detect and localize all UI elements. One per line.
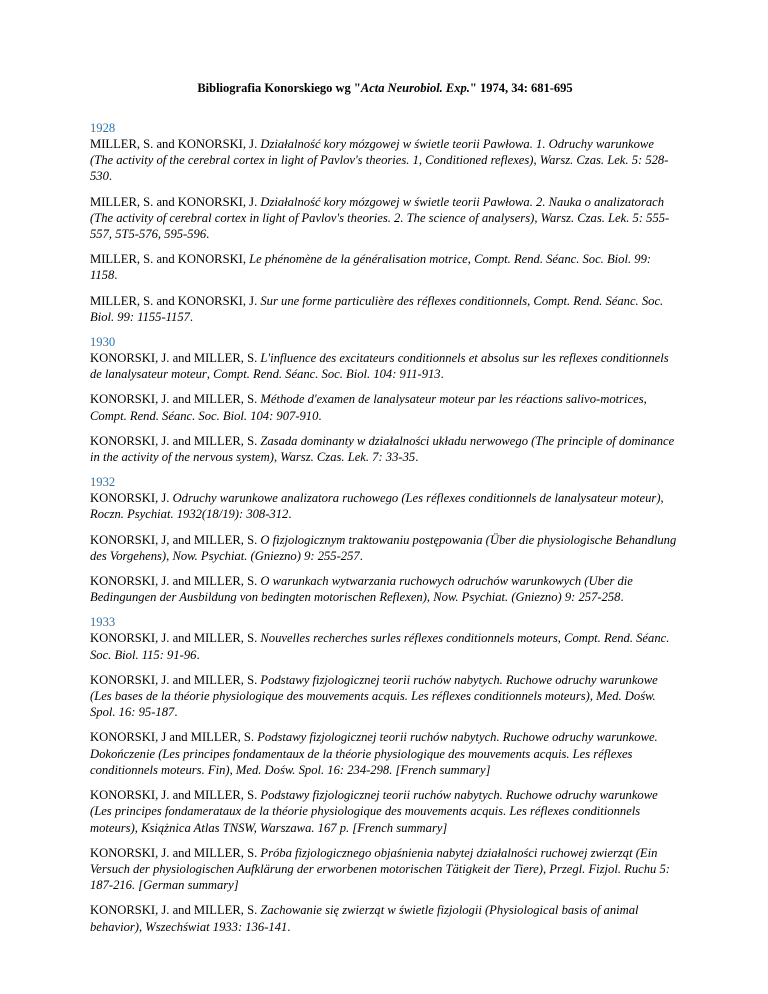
entry-title: Sur une forme particulière des réflexes conditionnels (260, 293, 528, 308)
entry-authors: KONORSKI, J. and MILLER, S. (90, 351, 261, 366)
entry-source: Med. Dośw. Spol. 16: 234-298. [French summary] (235, 762, 491, 777)
bibliography-entry: KONORSKI, J. and MILLER, S. Próba fizjologicznego objaśnienia nabytej działalności ruchowej zwierząt (Ein Versuch der physiologischen Aufklärung der erworbenen motorischen Tätigkeit der Tiere), Przegl. Fizjol. Ruchu 5: 187-216. [German summary] (90, 845, 670, 893)
entry-authors: KONORSKI, J. and MILLER, S. (90, 574, 261, 589)
bibliography-entry: MILLER, S. and KONORSKI, J. Działalność kory mózgowej w świetle teorii Pawłowa. 1. Odruchy warunkowe (The activity of the cerebral cortex in light of Pavlov's theories. 1, Conditioned reflexes), Warsz. Czas. Lek. 5: 528-530. (90, 137, 669, 184)
entry-title: Podstawy fizjologicznej teorii ruchów nabytych. Ruchowe odruchy warunkowe (Les principes fondamerataux de la théorie physiologique des mouvements acquis. Les réflexes conditionnels moteurs) (90, 788, 658, 835)
year-heading: 1933 (90, 615, 116, 630)
entry-title: Nouvelles recherches surles réflexes conditionnels moteurs (260, 631, 558, 646)
entry-source: Compt. Rend. Séanc. Soc. Biol. 104: 911-913 (213, 367, 441, 382)
bibliography-entry: KONORSKI, J. and MILLER, S. Zasada dominanty w działalności układu nerwowego (The principle of dominance in the activity of the nervous system), Warsz. Czas. Lek. 7: 33-35. (90, 433, 675, 465)
bibliography-entry: KONORSKI, J. and MILLER, S. O warunkach wytwarzania ruchowych odruchów warunkowych (Uber die Bedingungen der Ausbildung von bedingten motorischen Reflexen), Now. Psychiat. (Gniezno) 9: 257-258. (90, 574, 633, 605)
entry-authors: KONORSKI, J and MILLER, S. (90, 730, 258, 745)
entry-authors: KONORSKI, J. and MILLER, S. (90, 672, 261, 687)
entry-source: Warsz. Czas. Lek. 7: 33-35 (280, 450, 416, 465)
year-group (90, 334, 680, 465)
entry-source: Compt. Rend. Séanc. Soc. Biol. 104: 907-910 (90, 408, 319, 423)
entry-title: O fizjologicznym traktowaniu postępowania (Über die physiologische Behandlung des Vorgehens) (90, 532, 677, 563)
year-group (90, 614, 680, 934)
title-suffix: " 1974, 34: 681-695 (469, 81, 573, 95)
entry-title: Le phénomène de la généralisation motrice (249, 252, 468, 267)
entry-end: . (440, 367, 444, 382)
entry-title: Méthode d'examen de lanalysateur moteur par les réactions salivo-motrices (260, 392, 644, 407)
entry-title: Podstawy fizjologicznej teorii ruchów nabytych. Ruchowe odruchy warunkowe (Les bases de la théorie physiologique des mouvements acquis. Les réflexes conditionnels moteurs) (90, 672, 658, 704)
entry-source: Med. Dośw. Spol. 16: 95-187 (90, 689, 656, 720)
year-group (90, 474, 680, 605)
entry-authors: KONORSKI, J. (90, 491, 173, 506)
entry-source: Książnica Atlas TNSW, Warszawa. 167 p. [French summary] (141, 820, 448, 835)
entry-title: Zasada dominanty w działalności układu nerwowego (The principle of dominance in the activity of the nervous system) (90, 433, 675, 465)
entry-authors: MILLER, S. and KONORSKI, J. (90, 137, 261, 151)
entry-title: Podstawy fizjologicznej teorii ruchów nabytych. Ruchowe odruchy warunkowe. Dokończenie (Les principes fondamentaux de la théorie physiologique des mouvements acquis. Les réflexes conditionnels moteurs. Fin) (90, 730, 658, 777)
bibliography-entry: KONORSKI, J and MILLER, S. Podstawy fizjologicznej teorii ruchów nabytych. Ruchowe odruchy warunkowe. Dokończenie (Les principes fondamentaux de la théorie physiologique des mouvements acquis. Les réflexes conditionnels moteurs. Fin), Med. Dośw. Spol. 16: 234-298. [French summary] (90, 730, 658, 777)
entry-title: Działalność kory mózgowej w świetle teorii Pawłowa. 2. Nauka o analizatorach (The activity of cerebral cortex in light of Pavlov's theories. 2. The science of analysers) (90, 194, 665, 225)
entry-end: . (620, 590, 624, 605)
bibliography-entry: KONORSKI, J. and MILLER, S. Podstawy fizjologicznej teorii ruchów nabytych. Ruchowe odruchy warunkowe (Les bases de la théorie physiologique des mouvements acquis. Les réflexes conditionnels moteurs), Med. Dośw. Spol. 16: 95-187. (90, 672, 658, 720)
bibliography-entry: MILLER, S. and KONORSKI, J. Działalność kory mózgowej w świetle teorii Pawłowa. 2. Nauka o analizatorach (The activity of cerebral cortex in light of Pavlov's theories. 2. The science of analysers), Warsz. Czas. Lek. 5: 555-557, 5T5-576, 595-596. (90, 194, 670, 242)
entry-end: . (288, 507, 292, 522)
entry-end: . (206, 227, 210, 242)
entry-authors: MILLER, S. and KONORSKI, J. (90, 194, 261, 209)
year-group (90, 120, 680, 325)
entry-authors: KONORSKI, J. and MILLER, S. (90, 392, 261, 407)
entry-end: . (287, 919, 291, 934)
entry-authors: KONORSKI, J, and MILLER, S. (90, 532, 261, 547)
entry-authors: MILLER, S. and KONORSKI, J. (90, 293, 261, 308)
entry-source: Warsz. Czas. Lek. 5: 528-530 (90, 153, 669, 184)
entry-title: O warunkach wytwarzania ruchowych odruchów warunkowych (Uber die Bedingungen der Ausbildung von bedingten motorischen Reflexen) (90, 574, 633, 605)
bibliography-entry: KONORSKI, J. Odruchy warunkowe analizatora ruchowego (Les réflexes conditionnels de lanalysateur moteur), Roczn. Psychiat. 1932(18/19): 308-312. (90, 491, 664, 522)
year-heading: 1932 (90, 475, 116, 490)
bibliography-entry: KONORSKI, J. and MILLER, S. Méthode d'examen de lanalysateur moteur par les réactions salivo-motrices, Compt. Rend. Séanc. Soc. Biol. 104: 907-910. (90, 392, 647, 423)
title-prefix: Bibliografia Konorskiego wg " (197, 81, 361, 95)
bibliography-entry: MILLER, S. and KONORSKI, J. Sur une forme particulière des réflexes conditionnels, Compt. Rend. Séanc. Soc. Biol. 99: 1155-1157. (90, 293, 664, 324)
page-title (90, 80, 680, 96)
entry-source: Now. Psychiat. (Gniezno) 9: 257-258 (433, 590, 621, 605)
bibliography-entry: KONORSKI, J. and MILLER, S. Zachowanie się zwierząt w świetle fizjologii (Physiological basis of animal behavior), Wszechświat 1933: 136-141. (90, 903, 639, 934)
entry-authors: KONORSKI, J. and MILLER, S. (90, 788, 261, 803)
entry-authors: KONORSKI, J. and MILLER, S. (90, 631, 261, 646)
entry-end: . (196, 647, 200, 662)
entry-title: Działalność kory mózgowej w świetle teorii Pawłowa. 1. Odruchy warunkowe (The activity of the cerebral cortex in light of Pavlov's theories. 1, Conditioned reflexes) (90, 137, 654, 168)
year-heading: 1930 (90, 335, 116, 350)
entry-source: Compt. Rend. Séanc. Soc. Biol. 99: 1158 (90, 252, 652, 283)
entry-end: . (114, 268, 118, 283)
year-heading: 1928 (90, 121, 116, 135)
bibliography-entry: KONORSKI, J. and MILLER, S. Podstawy fizjologicznej teorii ruchów nabytych. Ruchowe odruchy warunkowe (Les principes fondamerataux de la théorie physiologique des mouvements acquis. Les réflexes conditionnels moteurs), Książnica Atlas TNSW, Warszawa. 167 p. [French summary] (90, 788, 658, 835)
entry-end: . (359, 548, 363, 563)
title-journal: Acta Neurobiol. Exp. (360, 81, 470, 95)
entry-end: . (415, 450, 419, 465)
entry-title: Próba fizjologicznego objaśnienia nabytej działalności ruchowej zwierząt (Ein Versuch der physiologischen Aufklärung der erworbenen motorischen Tätigkeit der Tiere) (90, 845, 658, 876)
bibliography-entry: MILLER, S. and KONORSKI, Le phénomène de la généralisation motrice, Compt. Rend. Séanc. Soc. Biol. 99: 1158. (90, 252, 652, 283)
entry-title: L'influence des excitateurs conditionnels et absolus sur les reflexes conditionnels de lanalysateur moteur (90, 351, 669, 382)
bibliography-list (90, 120, 680, 944)
entry-end: . (189, 309, 194, 324)
entry-end: . (108, 169, 113, 184)
entry-source: Compt. Rend. Séanc. Soc. Biol. 99: 1155-1157 (90, 293, 664, 324)
entry-source: Warsz. Czas. Lek. 5: 555-557, 5T5-576, 595-596 (90, 210, 670, 242)
entry-end: . (174, 705, 178, 720)
entry-title: Odruchy warunkowe analizatora ruchowego (Les réflexes conditionnels de lanalysateur moteur) (172, 491, 661, 506)
bibliography-entry: KONORSKI, J. and MILLER, S. L'influence des excitateurs conditionnels et absolus sur les reflexes conditionnels de lanalysateur moteur, Compt. Rend. Séanc. Soc. Biol. 104: 911-913. (90, 351, 669, 382)
entry-authors: KONORSKI, J. and MILLER, S. (90, 433, 261, 448)
entry-source: Roczn. Psychiat. 1932(18/19): 308-312 (90, 507, 289, 522)
entry-authors: KONORSKI, J. and MILLER, S. (90, 903, 261, 918)
entry-source: Now. Psychiat. (Gniezno) 9: 255-257 (172, 548, 360, 563)
entry-source: Przegl. Fizjol. Ruchu 5: 187-216. [German summary] (90, 861, 670, 893)
entry-source: Compt. Rend. Séanc. Soc. Biol. 115: 91-96 (90, 631, 670, 662)
entry-authors: KONORSKI, J. and MILLER, S. (90, 845, 261, 860)
bibliography-entry: KONORSKI, J, and MILLER, S. O fizjologicznym traktowaniu postępowania (Über die physiologische Behandlung des Vorgehens), Now. Psychiat. (Gniezno) 9: 255-257. (90, 532, 677, 563)
entry-title: Zachowanie się zwierząt w świetle fizjologii (Physiological basis of animal behavior) (90, 903, 639, 934)
entry-source: Wszechświat 1933: 136-141 (145, 919, 288, 934)
entry-authors: MILLER, S. and KONORSKI, (90, 252, 250, 267)
entry-end: . (318, 408, 322, 423)
bibliography-entry: KONORSKI, J. and MILLER, S. Nouvelles recherches surles réflexes conditionnels moteurs, Compt. Rend. Séanc. Soc. Biol. 115: 91-96. (90, 631, 670, 662)
